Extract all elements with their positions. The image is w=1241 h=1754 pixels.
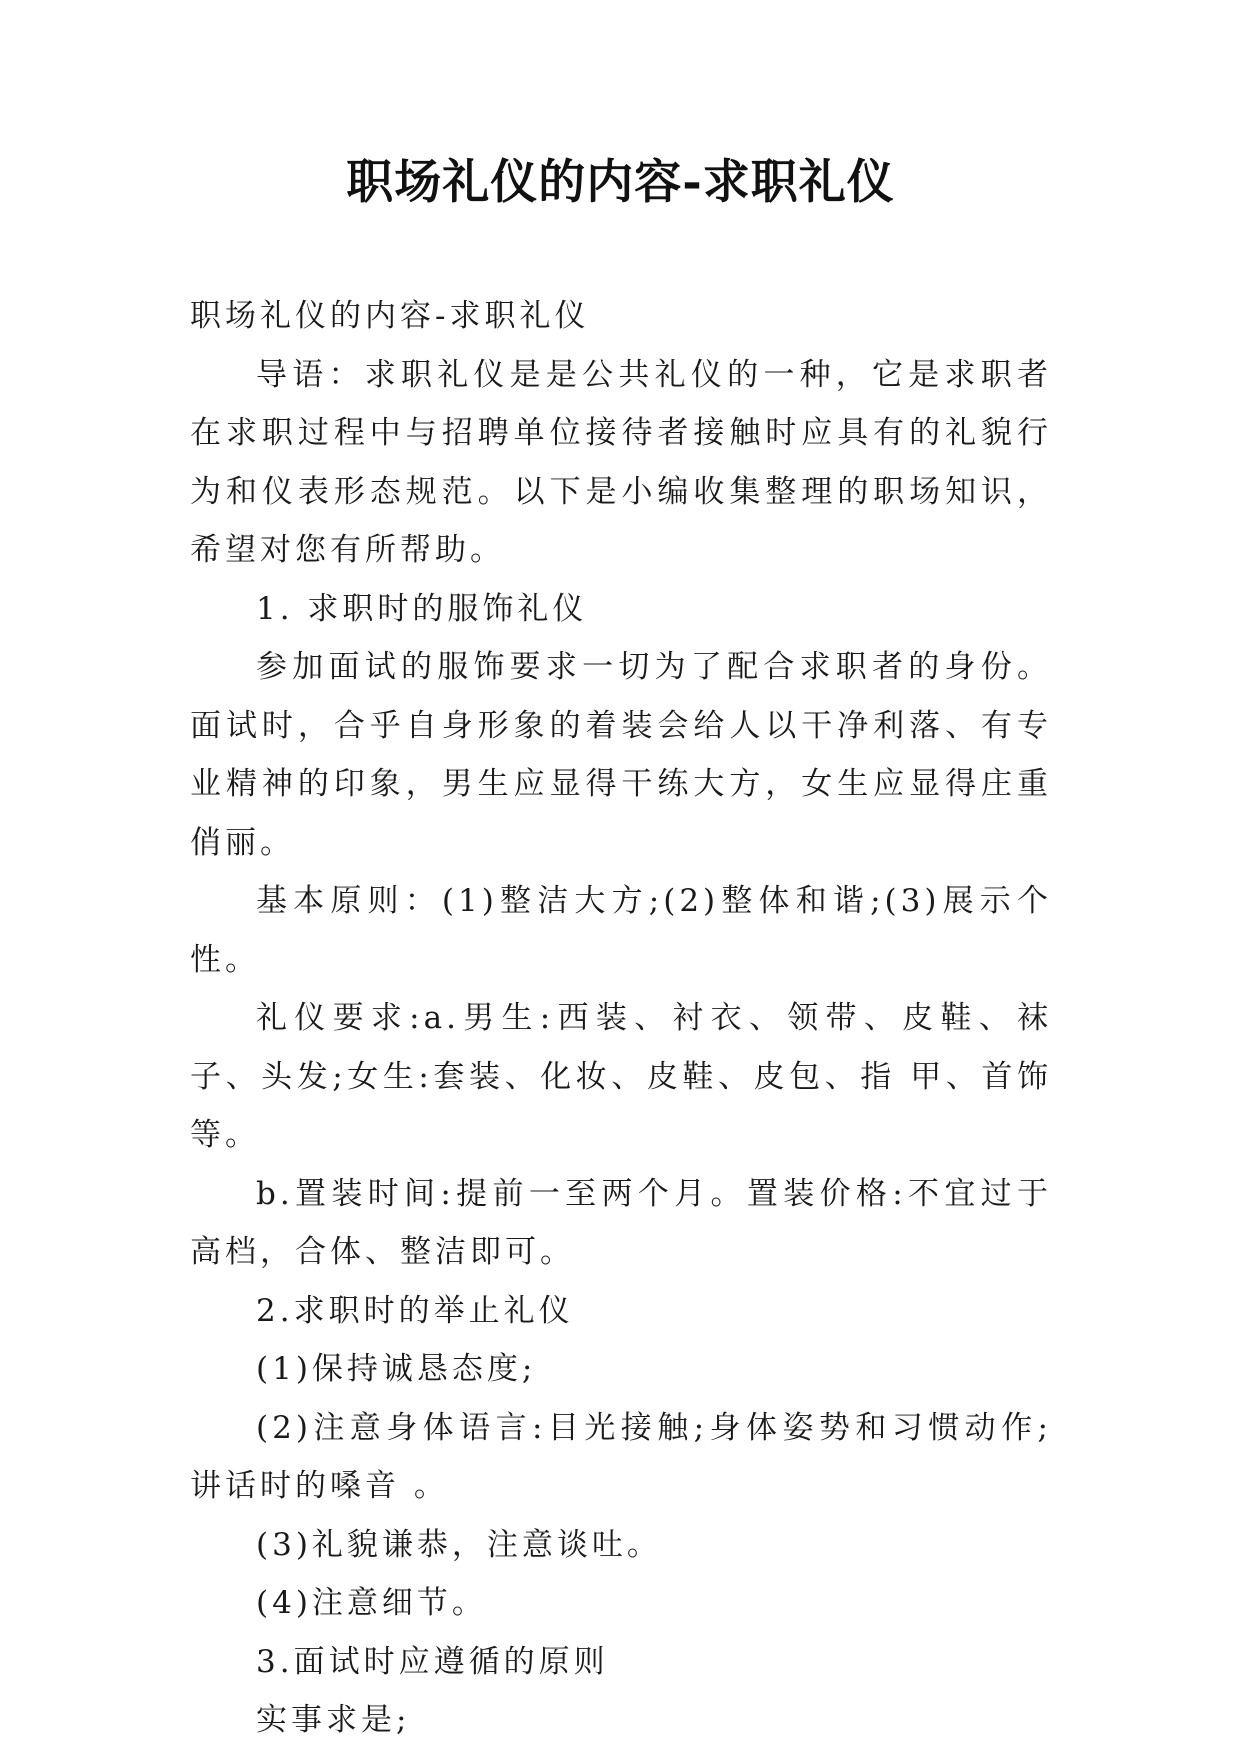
paragraph: 导语：求职礼仪是是公共礼仪的一种，它是求职者在求职过程中与招聘单位接待者接触时应具有的礼貌行为和仪表形态规范。以下是小编收集整理的职场知识，希望对您有所帮助。: [190, 356, 1052, 568]
paragraph: 礼仪要求:a.男生:西装、衬衣、领带、皮鞋、袜子、头发;女生:套装、化妆、皮鞋、皮包、指 甲、首饰等。: [190, 1000, 1052, 1153]
paragraph: (1)保持诚恳态度;: [256, 1351, 537, 1387]
paragraph: 3.面试时应遵循的原则: [256, 1643, 609, 1680]
paragraph: (4)注意细节。: [256, 1585, 487, 1621]
paragraph: b.置装时间:提前一至两个月。置装价格:不宜过于高档，合体、整洁即可。: [190, 1175, 1052, 1270]
document-title: 职场礼仪的内容-求职礼仪: [346, 155, 895, 210]
document-body: [190, 287, 1052, 1750]
paragraph: (2)注意身体语言:目光接触;身体姿势和习惯动作;讲话时的嗓音 。: [190, 1409, 1052, 1504]
paragraph: 2.求职时的举止礼仪: [256, 1292, 574, 1329]
paragraph: 职场礼仪的内容-求职礼仪: [190, 298, 590, 334]
paragraph: 实事求是;: [256, 1702, 411, 1738]
paragraph: (3)礼貌谦恭，注意谈吐。: [256, 1526, 662, 1563]
paragraph: 1. 求职时的服饰礼仪: [256, 590, 588, 627]
paragraph: 参加面试的服饰要求一切为了配合求职者的身份。面试时，合乎自身形象的着装会给人以干净利落、有专业精神的印象，男生应显得干练大方，女生应显得庄重俏丽。: [190, 649, 1052, 861]
paragraph: 基本原则：(1)整洁大方;(2)整体和谐;(3)展示个性。: [190, 883, 1052, 978]
